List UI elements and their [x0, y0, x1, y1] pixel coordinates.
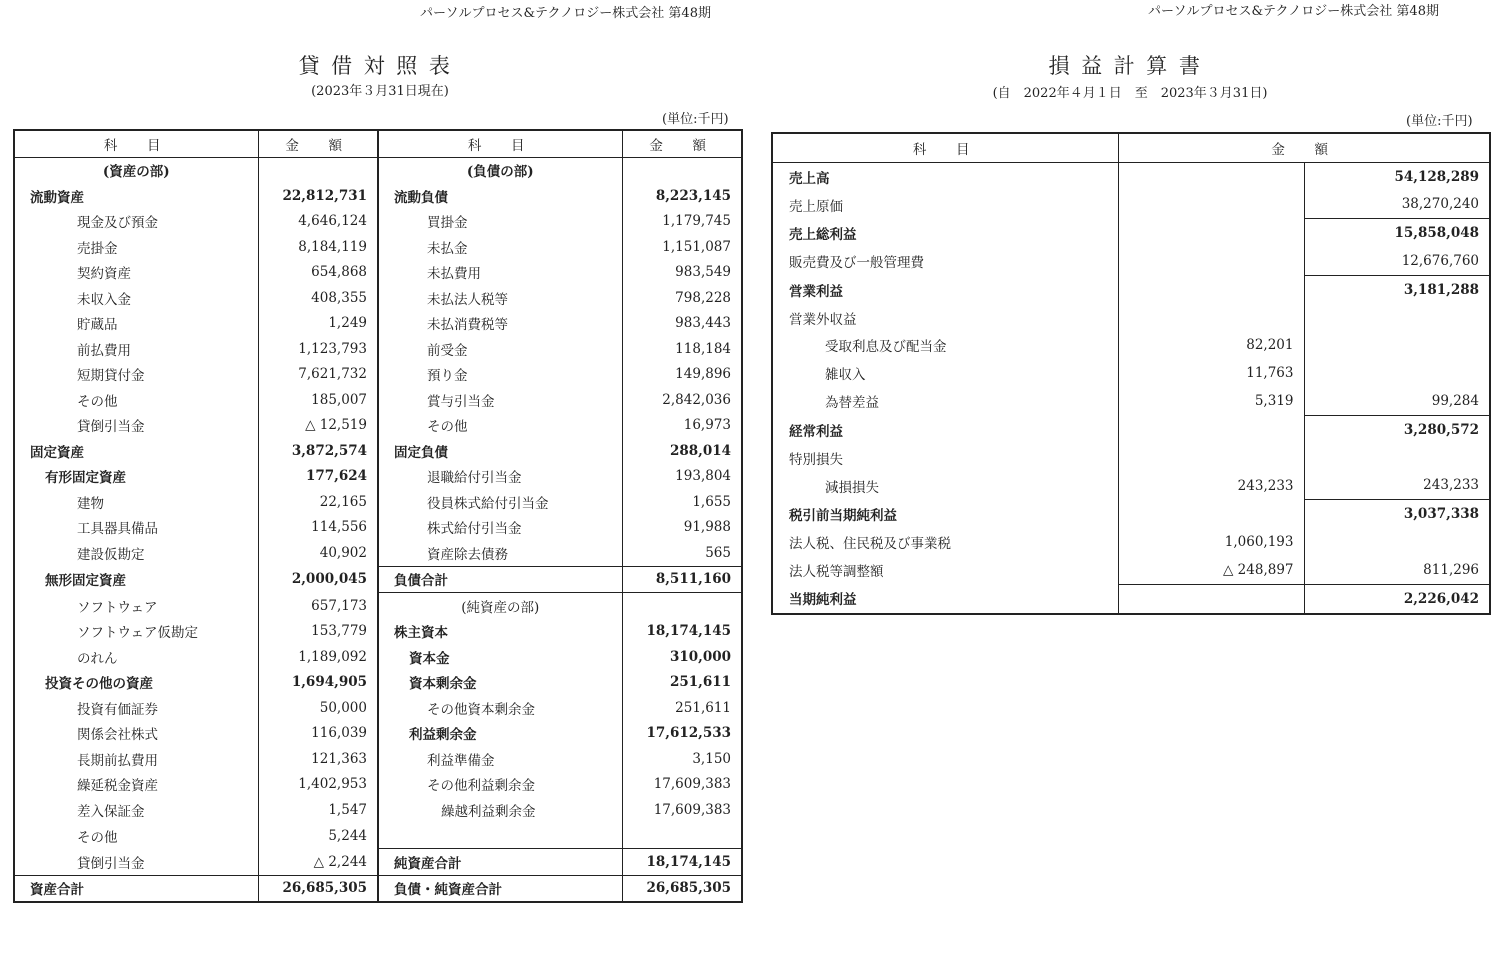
company-header-left	[420, 2, 711, 21]
balance-sheet-row	[14, 593, 742, 619]
liability-item-label: 繰越利益剰余金	[378, 797, 622, 823]
company-name: パーソルプロセス&テクノロジー株式会社	[1148, 4, 1393, 19]
income-item-label: 売上高	[772, 162, 1118, 190]
asset-item-amount: 185,007	[258, 387, 378, 413]
asset-item-label: 固定資産	[14, 438, 258, 464]
income-item-subamount: 11,763	[1118, 359, 1304, 387]
asset-item-label: 貸倒引当金	[14, 413, 258, 439]
liability-item-amount: 983,443	[675, 315, 731, 332]
liability-item-amount: 91,988	[683, 519, 731, 536]
balance-sheet-row	[14, 285, 742, 311]
asset-item-label: 建設仮勘定	[14, 540, 258, 566]
asset-item-label: ソフトウェア	[14, 593, 258, 619]
balance-sheet-row	[14, 772, 742, 798]
col-header-subject: 科 目	[378, 130, 622, 157]
balance-sheet-row	[14, 362, 742, 388]
income-item-label: 売上総利益	[772, 219, 1118, 247]
liability-item-amount: 118,184	[675, 340, 731, 357]
col-header-amount: 金 額	[258, 130, 378, 157]
liability-item-label: 買掛金	[378, 209, 622, 235]
liability-item-amount: 288,014	[669, 442, 731, 459]
liability-item-amount: 193,804	[675, 468, 731, 485]
balance-sheet-row	[14, 183, 742, 209]
liability-item-amount: 983,549	[675, 264, 731, 281]
liability-item-label: 固定負債	[378, 438, 622, 464]
balance-sheet-header-row	[14, 130, 742, 157]
income-item-subamount: 1,060,193	[1118, 528, 1304, 556]
asset-item-amount	[258, 157, 378, 183]
income-item-label: 当期純利益	[772, 584, 1118, 613]
liability-item-amount: 18,174,145	[622, 849, 742, 876]
asset-item-label: 投資有価証券	[14, 695, 258, 721]
balance-sheet-row	[14, 695, 742, 721]
liability-item-label: 未払法人税等	[378, 285, 622, 311]
balance-sheet-row	[14, 311, 742, 337]
asset-item-amount: 22,812,731	[258, 183, 378, 209]
income-statement-row	[772, 162, 1490, 190]
income-item-amount	[1304, 528, 1490, 556]
income-item-amount: 54,128,289	[1394, 168, 1479, 185]
balance-sheet-row	[14, 515, 742, 541]
asset-item-amount: 177,624	[258, 464, 378, 490]
income-statement-title: 損益計算書	[1048, 54, 1212, 78]
liability-item-label: 負債合計	[378, 566, 622, 593]
liability-item-amount: 17,609,383	[653, 776, 731, 793]
balance-sheet-row	[14, 438, 742, 464]
liability-item-amount: 18,174,145	[646, 623, 731, 640]
income-item-label: 雑収入	[772, 359, 1118, 387]
asset-item-amount: 5,244	[258, 823, 378, 849]
asset-item-amount: 50,000	[258, 695, 378, 721]
income-item-label: 税引前当期純利益	[772, 500, 1118, 528]
balance-sheet-row	[14, 875, 742, 902]
asset-item-amount: 2,000,045	[258, 566, 378, 593]
asset-item-amount: 26,685,305	[258, 875, 378, 902]
asset-item-label: 短期貸付金	[14, 362, 258, 388]
income-item-label: 営業外収益	[772, 304, 1118, 332]
income-statement-table	[771, 132, 1491, 615]
liability-item-amount: 17,609,383	[653, 801, 731, 818]
income-item-label: 法人税、住民税及び事業税	[772, 528, 1118, 556]
income-statement-row	[772, 584, 1490, 613]
income-statement-row	[772, 387, 1490, 415]
liability-item-label: 未払金	[378, 234, 622, 260]
asset-item-amount: 114,556	[258, 515, 378, 541]
balance-sheet-row	[14, 464, 742, 490]
liability-item-label: 賞与引当金	[378, 387, 622, 413]
liability-item-amount: 1,151,087	[662, 238, 731, 255]
asset-item-amount: 1,402,953	[258, 772, 378, 798]
balance-sheet-title: 貸借対照表	[298, 54, 462, 78]
asset-item-label: 差入保証金	[14, 797, 258, 823]
liability-item-label: その他利益剰余金	[378, 772, 622, 798]
liability-item-amount	[622, 823, 742, 849]
asset-item-amount: 22,165	[258, 489, 378, 515]
asset-item-amount: 4,646,124	[258, 209, 378, 235]
liability-item-label: 株主資本	[378, 619, 622, 645]
asset-item-label: (資産の部)	[14, 157, 258, 183]
income-item-label: 販売費及び一般管理費	[772, 247, 1118, 275]
fiscal-period: 第48期	[668, 6, 711, 21]
col-header-subject: 科 目	[772, 133, 1118, 162]
asset-item-label: 未収入金	[14, 285, 258, 311]
balance-sheet-row	[14, 260, 742, 286]
liability-item-amount: 8,223,145	[655, 187, 731, 204]
income-item-subamount	[1118, 415, 1304, 443]
liability-item-label: 株式給付引当金	[378, 515, 622, 541]
liability-item-amount: 8,511,160	[622, 566, 742, 593]
income-item-amount: 3,037,338	[1304, 500, 1490, 528]
asset-item-amount: 1,189,092	[258, 644, 378, 670]
asset-item-amount: 1,123,793	[258, 336, 378, 362]
asset-item-amount: 153,779	[258, 619, 378, 645]
liability-item-label: 資本剰余金	[378, 670, 622, 696]
liability-item-label: 資産除去債務	[378, 540, 622, 566]
income-item-subamount	[1118, 500, 1304, 528]
asset-item-label: 有形固定資産	[14, 464, 258, 490]
col-header-subject: 科 目	[14, 130, 258, 157]
asset-item-amount: 40,902	[258, 540, 378, 566]
income-item-subamount	[1118, 584, 1304, 613]
income-item-amount	[1304, 359, 1490, 387]
asset-item-amount: 7,621,732	[258, 362, 378, 388]
income-item-subamount	[1118, 304, 1304, 332]
income-item-amount: 99,284	[1431, 393, 1479, 410]
income-statement-header-row	[772, 133, 1490, 162]
liability-item-amount: 251,611	[669, 674, 731, 691]
col-header-amount: 金 額	[622, 130, 742, 157]
income-statement-row	[772, 275, 1490, 303]
income-item-amount: 811,296	[1423, 561, 1479, 578]
income-item-subamount: △ 248,897	[1118, 556, 1304, 584]
income-statement-row	[772, 332, 1490, 360]
income-item-amount: 2,226,042	[1304, 584, 1490, 613]
income-statement-row	[772, 219, 1490, 247]
liability-item-amount: 565	[705, 544, 731, 561]
income-item-subamount	[1118, 191, 1304, 219]
income-statement-row	[772, 556, 1490, 584]
asset-item-label: 資産合計	[14, 875, 258, 902]
income-item-amount	[1304, 444, 1490, 472]
balance-sheet-row	[14, 746, 742, 772]
income-statement-row	[772, 304, 1490, 332]
fiscal-period: 第48期	[1396, 4, 1439, 19]
asset-item-label: 工具器具備品	[14, 515, 258, 541]
income-statement-row	[772, 500, 1490, 528]
income-statement-row	[772, 472, 1490, 500]
balance-sheet-row	[14, 797, 742, 823]
asset-item-label: 投資その他の資産	[14, 670, 258, 696]
balance-sheet-row	[14, 566, 742, 593]
income-item-amount	[1304, 304, 1490, 332]
asset-item-amount: 1,547	[258, 797, 378, 823]
liability-item-amount: 798,228	[675, 289, 731, 306]
liability-item-label: その他	[378, 413, 622, 439]
income-item-subamount	[1118, 444, 1304, 472]
liability-item-label: (純資産の部)	[378, 593, 622, 619]
balance-sheet-row	[14, 234, 742, 260]
income-item-label: 減損損失	[772, 472, 1118, 500]
liability-item-label: 前受金	[378, 336, 622, 362]
income-item-subamount	[1118, 275, 1304, 303]
income-statement-row	[772, 359, 1490, 387]
balance-sheet-unit: (単位:千円)	[662, 112, 729, 127]
income-item-amount: 38,270,240	[1401, 196, 1479, 213]
income-statement-row	[772, 191, 1490, 219]
asset-item-amount: △ 12,519	[258, 413, 378, 439]
asset-item-amount: 116,039	[258, 721, 378, 747]
liability-item-label: 役員株式給付引当金	[378, 489, 622, 515]
asset-item-amount: 121,363	[258, 746, 378, 772]
asset-item-amount: 3,872,574	[258, 438, 378, 464]
asset-item-amount: 408,355	[258, 285, 378, 311]
income-item-amount: 3,280,572	[1304, 415, 1490, 443]
liability-item-amount: 2,842,036	[662, 391, 731, 408]
income-item-amount: 12,676,760	[1401, 253, 1479, 270]
income-item-amount: 243,233	[1423, 477, 1479, 494]
asset-item-amount: 657,173	[258, 593, 378, 619]
liability-item-label: 預り金	[378, 362, 622, 388]
asset-item-label: その他	[14, 823, 258, 849]
asset-item-amount: △ 2,244	[258, 849, 378, 876]
income-item-label: 売上原価	[772, 191, 1118, 219]
balance-sheet-row	[14, 619, 742, 645]
liability-item-label: 利益剰余金	[378, 721, 622, 747]
liability-item-label: 純資産合計	[378, 849, 622, 876]
balance-sheet-row	[14, 413, 742, 439]
income-statement-row	[772, 247, 1490, 275]
income-item-amount: 15,858,048	[1304, 219, 1490, 247]
asset-item-label: ソフトウェア仮勘定	[14, 619, 258, 645]
asset-item-label: 関係会社株式	[14, 721, 258, 747]
income-item-subamount: 243,233	[1118, 472, 1304, 500]
asset-item-label: 建物	[14, 489, 258, 515]
income-item-label: 受取利息及び配当金	[772, 332, 1118, 360]
balance-sheet-row	[14, 157, 742, 183]
balance-sheet-date: (2023年３月31日現在)	[311, 84, 449, 99]
income-item-label: 営業利益	[772, 275, 1118, 303]
liability-item-label: 退職給付引当金	[378, 464, 622, 490]
liability-item-amount: 310,000	[669, 648, 731, 665]
income-item-subamount	[1118, 219, 1304, 247]
balance-sheet-row	[14, 489, 742, 515]
income-item-amount	[1304, 332, 1490, 360]
balance-sheet-row	[14, 721, 742, 747]
col-header-amount: 金 額	[1118, 133, 1490, 162]
income-statement-period: (自 2022年４月１日 至 2023年３月31日)	[992, 86, 1268, 101]
liability-item-label: 未払消費税等	[378, 311, 622, 337]
asset-item-label: 貸倒引当金	[14, 849, 258, 876]
liability-item-label: 資本金	[378, 644, 622, 670]
balance-sheet-row	[14, 823, 742, 849]
income-statement-row	[772, 415, 1490, 443]
liability-item-label: 流動負債	[378, 183, 622, 209]
liability-item-amount: 1,655	[692, 493, 731, 510]
balance-sheet-row	[14, 849, 742, 876]
asset-item-label: 長期前払費用	[14, 746, 258, 772]
income-statement-row	[772, 444, 1490, 472]
income-item-subamount	[1118, 247, 1304, 275]
liability-item-amount: 3,150	[692, 750, 731, 767]
balance-sheet-row	[14, 387, 742, 413]
income-item-subamount: 82,201	[1118, 332, 1304, 360]
balance-sheet-table	[13, 129, 743, 903]
company-name: パーソルプロセス&テクノロジー株式会社	[420, 6, 665, 21]
income-item-subamount	[1118, 162, 1304, 190]
balance-sheet-row	[14, 670, 742, 696]
liability-item-label: 負債・純資産合計	[378, 875, 622, 902]
balance-sheet-row	[14, 336, 742, 362]
company-header-right	[1148, 0, 1439, 19]
liability-item-amount: 16,973	[683, 417, 731, 434]
asset-item-label: 無形固定資産	[14, 566, 258, 593]
asset-item-amount: 1,694,905	[258, 670, 378, 696]
income-item-label: 法人税等調整額	[772, 556, 1118, 584]
income-item-label: 為替差益	[772, 387, 1118, 415]
asset-item-amount: 8,184,119	[258, 234, 378, 260]
liability-item-label: 利益準備金	[378, 746, 622, 772]
income-item-label: 経常利益	[772, 415, 1118, 443]
balance-sheet-row	[14, 644, 742, 670]
asset-item-label: 契約資産	[14, 260, 258, 286]
liability-item-label	[378, 823, 622, 849]
income-statement-row	[772, 528, 1490, 556]
asset-item-label: 前払費用	[14, 336, 258, 362]
asset-item-amount: 1,249	[258, 311, 378, 337]
liability-item-label: その他資本剰余金	[378, 695, 622, 721]
income-item-amount: 3,181,288	[1304, 275, 1490, 303]
asset-item-amount: 654,868	[258, 260, 378, 286]
asset-item-label: 売掛金	[14, 234, 258, 260]
liability-item-amount: 251,611	[675, 699, 731, 716]
asset-item-label: 繰延税金資産	[14, 772, 258, 798]
liability-item-amount: 26,685,305	[622, 875, 742, 902]
balance-sheet-row	[14, 540, 742, 566]
income-item-label: 特別損失	[772, 444, 1118, 472]
income-statement-unit: (単位:千円)	[1406, 114, 1473, 129]
income-item-subamount: 5,319	[1118, 387, 1304, 415]
asset-item-label: のれん	[14, 644, 258, 670]
asset-item-label: 貯蔵品	[14, 311, 258, 337]
balance-sheet-row	[14, 209, 742, 235]
liability-item-amount: 149,896	[675, 366, 731, 383]
asset-item-label: その他	[14, 387, 258, 413]
liability-item-amount: 1,179,745	[662, 213, 731, 230]
asset-item-label: 現金及び預金	[14, 209, 258, 235]
liability-item-label: 未払費用	[378, 260, 622, 286]
liability-item-label: (負債の部)	[378, 157, 622, 183]
liability-item-amount	[622, 157, 742, 183]
liability-item-amount	[622, 593, 742, 619]
asset-item-label: 流動資産	[14, 183, 258, 209]
liability-item-amount: 17,612,533	[646, 725, 731, 742]
